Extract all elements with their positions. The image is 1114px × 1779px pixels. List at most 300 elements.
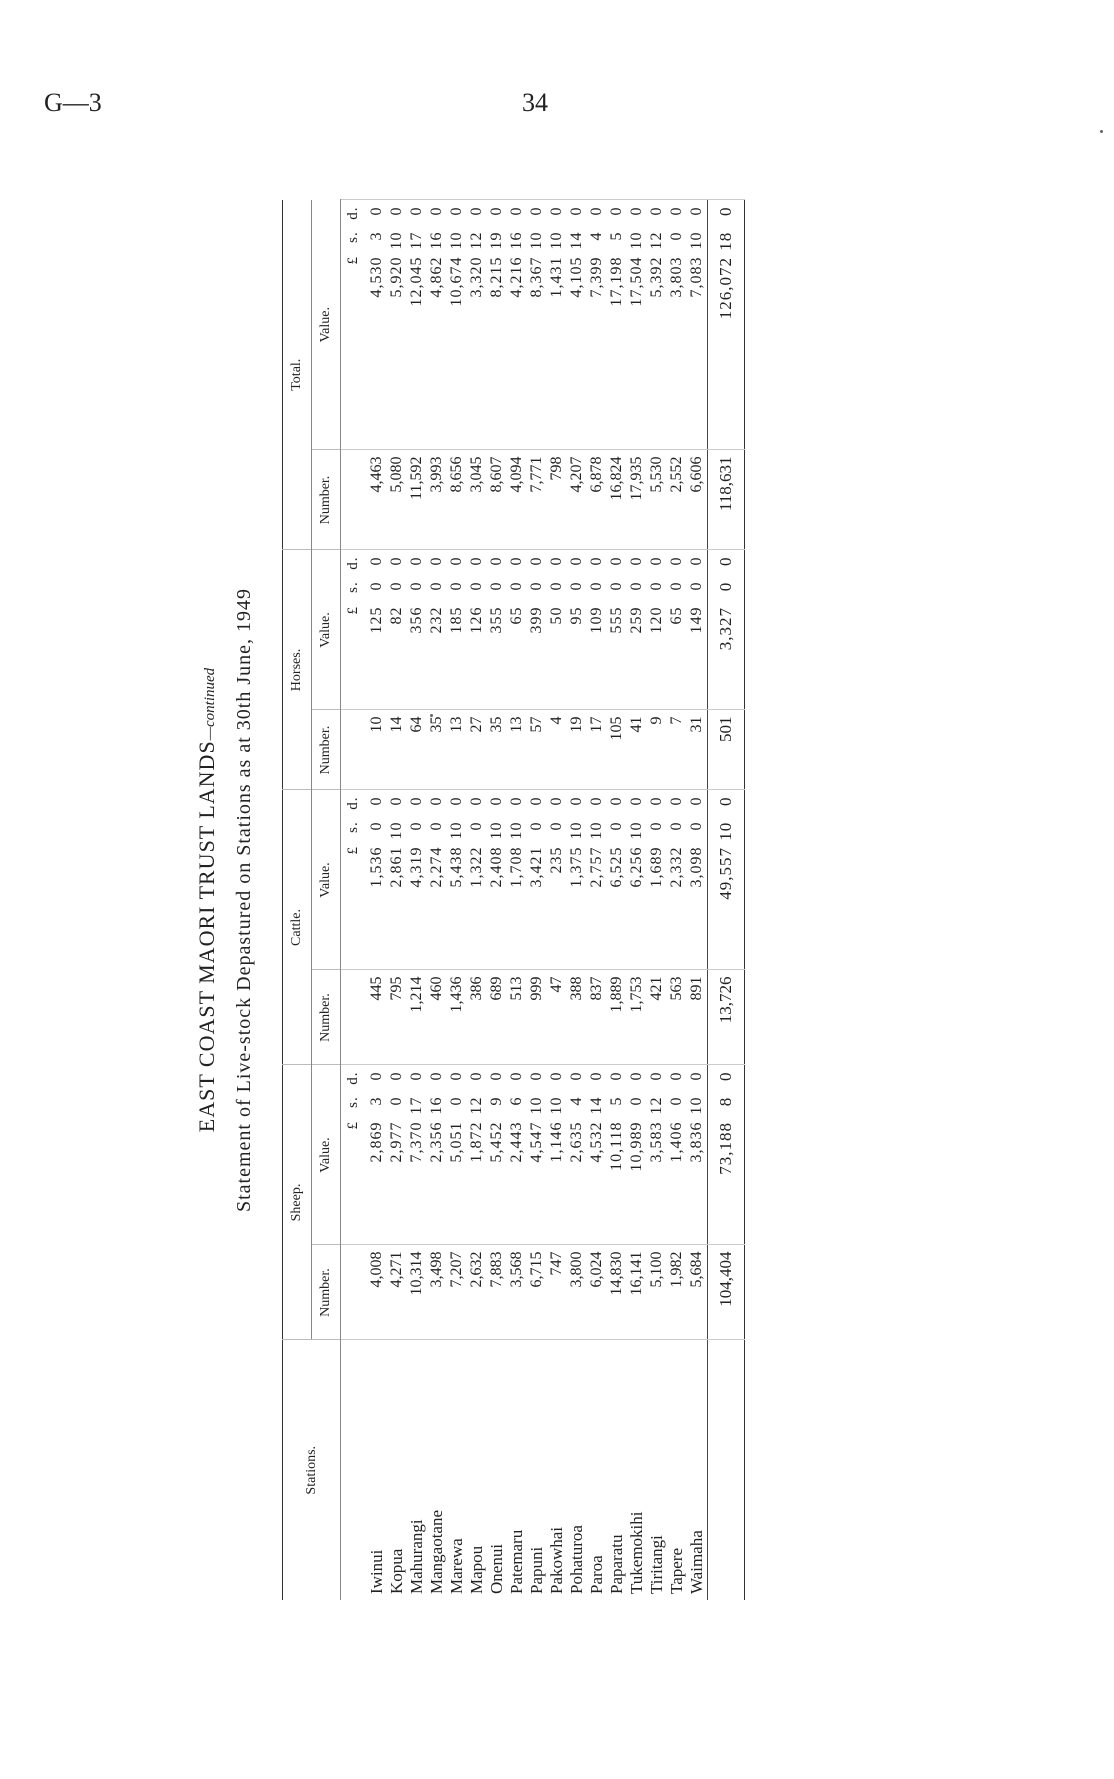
sheep-value-shillings: 0 (668, 1096, 685, 1106)
table-row (387, 200, 407, 1600)
total-value (607, 200, 627, 450)
total-number: 4,463 (367, 450, 387, 550)
cattle-number: 689 (487, 970, 507, 1065)
total-value (567, 200, 587, 450)
livestock-table (282, 199, 745, 1600)
horses-number: 105 (607, 710, 627, 790)
station-name: Mahurangi (407, 1340, 427, 1600)
totals-horses-value-pence: 0 (716, 556, 735, 566)
total-number: 3,045 (467, 450, 487, 550)
totals-cattle-value (708, 790, 745, 970)
sheep-value (587, 1065, 607, 1245)
cattle-value-pence: 0 (568, 796, 585, 806)
table-row (407, 200, 427, 1600)
cattle-value-pence: 0 (648, 796, 665, 806)
total-number: 2,552 (667, 450, 687, 550)
total-value-pounds: 4,530 (368, 256, 385, 298)
totals-total-value-shillings: 18 (716, 231, 735, 251)
horses-value-shillings: 0 (608, 581, 625, 591)
horses-value-pounds: 555 (608, 606, 625, 634)
page-number: 34 (522, 88, 548, 117)
totals-sheep-value-pence: 0 (716, 1071, 735, 1081)
cattle-value-pounds: 2,274 (428, 846, 445, 888)
horses-value (387, 550, 407, 710)
horses-value-shillings: 0 (428, 581, 445, 591)
table-row (427, 200, 447, 1600)
cattle-value-pounds: 5,438 (448, 846, 465, 888)
cattle-value-shillings: 10 (448, 821, 465, 840)
horses-number: 14 (387, 710, 407, 790)
totals-sheep-value (708, 1065, 745, 1245)
unit-pence: d. (345, 206, 361, 220)
sheep-header: Sheep. (283, 1065, 312, 1340)
horses-value (607, 550, 627, 710)
horses-value-pounds: 126 (468, 606, 485, 634)
station-name: Tiritangi (647, 1340, 667, 1600)
cattle-number: 388 (567, 970, 587, 1065)
cattle-value (367, 790, 387, 970)
horses-number-header: Number. (312, 710, 341, 790)
sheep-value-shillings: 16 (428, 1096, 445, 1115)
horses-value-pence: 0 (608, 556, 625, 566)
horses-value-pence: 0 (488, 556, 505, 566)
statement-heading: Statement of Live-stock Depastured on Stations as at 30th June, 1949 (233, 588, 255, 1213)
total-number: 5,080 (387, 450, 407, 550)
horses-value-pounds: 109 (588, 606, 605, 634)
sheep-value-pence: 0 (528, 1071, 545, 1081)
cattle-value-pounds: 6,256 (628, 846, 645, 888)
sheep-value-pounds: 4,532 (588, 1121, 605, 1163)
horses-value-pence: 0 (528, 556, 545, 566)
horses-value-shillings: 0 (488, 581, 505, 591)
cattle-value-pounds: 2,332 (668, 846, 685, 888)
sheep-value (447, 1065, 467, 1245)
cattle-value-shillings: 0 (408, 821, 425, 831)
sheep-value (627, 1065, 647, 1245)
cattle-value-pounds: 1,322 (468, 846, 485, 888)
horses-number: 41 (627, 710, 647, 790)
total-value-shillings: 16 (428, 231, 445, 250)
total-number-header: Number. (312, 450, 341, 550)
total-value-pounds: 3,320 (468, 256, 485, 298)
horses-value-shillings: 0 (548, 581, 565, 591)
table-row (667, 200, 687, 1600)
horses-value (447, 550, 467, 710)
unit-pence: d. (345, 1071, 361, 1085)
table-row (447, 200, 467, 1600)
sheep-value-shillings: 10 (528, 1096, 545, 1115)
horses-value-pounds: 65 (508, 606, 525, 625)
total-value (507, 200, 527, 450)
table-row (647, 200, 667, 1600)
total-value (367, 200, 387, 450)
sheep-value (507, 1065, 527, 1245)
sheep-value-pounds: 2,869 (368, 1121, 385, 1163)
totals-label-cell (708, 1340, 745, 1600)
cattle-value-shillings: 0 (608, 821, 625, 831)
sheep-value (487, 1065, 507, 1245)
sheep-value-shillings: 6 (508, 1096, 525, 1106)
cattle-value-shillings: 10 (388, 821, 405, 840)
total-value-pounds: 7,399 (588, 256, 605, 298)
table-row (467, 200, 487, 1600)
cattle-value-pounds: 4,319 (408, 846, 425, 888)
sheep-value (467, 1065, 487, 1245)
cattle-number: 47 (547, 970, 567, 1065)
unit-pound: £ (345, 846, 361, 855)
cattle-value-shillings: 0 (528, 821, 545, 831)
cattle-value-pounds: 2,757 (588, 846, 605, 888)
total-value (547, 200, 567, 450)
sheep-number: 747 (547, 1245, 567, 1340)
total-number: 4,207 (567, 450, 587, 550)
cattle-value-pounds: 1,689 (648, 846, 665, 888)
total-value-shillings: 12 (468, 231, 485, 250)
total-value-shillings: 12 (648, 231, 665, 250)
sheep-value-pounds: 1,872 (468, 1121, 485, 1163)
sheep-value-pounds: 1,406 (668, 1121, 685, 1163)
total-value-pence: 0 (368, 206, 385, 216)
total-number: 4,094 (507, 450, 527, 550)
cattle-number: 1,436 (447, 970, 467, 1065)
unit-shillings: s. (345, 581, 361, 593)
horses-value-pounds: 65 (668, 606, 685, 625)
station-name: Pakowhai (547, 1340, 567, 1600)
stations-header: Stations. (283, 1340, 341, 1600)
sheep-value-pence: 0 (548, 1071, 565, 1081)
cattle-number: 1,889 (607, 970, 627, 1065)
cattle-header: Cattle. (283, 790, 312, 1065)
horses-value-header: Value. (312, 550, 341, 710)
horses-value-pence: 0 (668, 556, 685, 566)
sheep-value (527, 1065, 547, 1245)
horses-number: 4 (547, 710, 567, 790)
horses-value-pence: 0 (548, 556, 565, 566)
horses-number: 27 (467, 710, 487, 790)
cattle-value-pence: 0 (368, 796, 385, 806)
document-title (190, 200, 224, 1600)
total-value-shillings: 16 (508, 231, 525, 250)
unit-pound: £ (345, 255, 361, 265)
station-name: Waimaha (687, 1340, 708, 1600)
sheep-value-shillings: 12 (468, 1096, 485, 1115)
total-value-pence: 0 (688, 206, 705, 216)
horses-value-pence: 0 (508, 556, 525, 566)
total-value-pounds: 4,105 (568, 256, 585, 298)
horses-value-pence: 0 (448, 556, 465, 566)
totals-row (708, 200, 745, 1600)
sheep-value-shillings: 17 (408, 1096, 425, 1115)
total-value-pounds: 12,045 (408, 256, 425, 307)
horses-value-pounds: 232 (428, 606, 445, 634)
sheep-number: 5,684 (687, 1245, 708, 1340)
sheep-value-shillings: 0 (388, 1096, 405, 1106)
sheep-value-pounds: 5,452 (488, 1121, 505, 1163)
totals-total-value-pounds: 126,072 (716, 256, 735, 320)
sheep-value-pounds: 10,118 (608, 1121, 625, 1171)
sheep-value-pounds: 4,547 (528, 1121, 545, 1163)
horses-value-shillings: 0 (528, 581, 545, 591)
totals-horses-value-shillings: 0 (716, 581, 735, 592)
sheep-value-pounds: 3,836 (688, 1121, 705, 1163)
total-value (447, 200, 467, 450)
cattle-number: 999 (527, 970, 547, 1065)
horses-value-shillings: 0 (648, 581, 665, 591)
cattle-value-pounds: 1,536 (368, 846, 385, 888)
total-number: 6,878 (587, 450, 607, 550)
horses-value-pence: 0 (588, 556, 605, 566)
horses-value-shillings: 0 (688, 581, 705, 591)
sheep-value-shillings: 9 (488, 1096, 505, 1106)
totals-sheep-value-pounds: 73,188 (716, 1122, 735, 1175)
station-name: Patemaru (507, 1340, 527, 1600)
sheep-value-pence: 0 (408, 1071, 425, 1081)
cattle-value-pence: 0 (508, 796, 525, 806)
sheep-value-pounds: 3,583 (648, 1121, 665, 1163)
total-value (467, 200, 487, 450)
unit-shillings: s. (345, 821, 361, 833)
unit-row (341, 200, 368, 1600)
total-number: 6,606 (687, 450, 708, 550)
cattle-value (407, 790, 427, 970)
totals-horses-value-pounds: 3,327 (716, 606, 735, 651)
horses-value-pence: 0 (568, 556, 585, 566)
cattle-number: 460 (427, 970, 447, 1065)
total-value (427, 200, 447, 450)
horses-value (647, 550, 667, 710)
cattle-value-pence: 0 (628, 796, 645, 806)
cattle-number: 1,214 (407, 970, 427, 1065)
horses-value-shillings: 0 (468, 581, 485, 591)
total-value-pence: 0 (508, 206, 525, 216)
horses-value (587, 550, 607, 710)
total-value-pounds: 3,803 (668, 256, 685, 298)
horses-value (487, 550, 507, 710)
horses-value-pence: 0 (408, 556, 425, 566)
cattle-number: 795 (387, 970, 407, 1065)
cattle-value-header: Value. (312, 790, 341, 970)
page-reference: G—3 (44, 88, 102, 117)
sheep-number: 3,498 (427, 1245, 447, 1340)
horses-number: 64 (407, 710, 427, 790)
title-text: EAST COAST MAORI TRUST LANDS (194, 740, 219, 1133)
station-name: Tukemokihi (627, 1340, 647, 1600)
total-value (487, 200, 507, 450)
sheep-value-pounds: 2,635 (568, 1121, 585, 1163)
sheep-value-shillings: 4 (568, 1096, 585, 1106)
sheep-value (427, 1065, 447, 1245)
horses-value-shillings: 0 (628, 581, 645, 591)
horses-value-pence: 0 (368, 556, 385, 566)
total-value-pence: 0 (408, 206, 425, 216)
station-name: Tapere (667, 1340, 687, 1600)
cattle-value-pence: 0 (668, 796, 685, 806)
horses-value-pounds: 95 (568, 606, 585, 625)
sheep-value-pence: 0 (368, 1071, 385, 1081)
total-number: 798 (547, 450, 567, 550)
sheep-number: 7,207 (447, 1245, 467, 1340)
total-value-pence: 0 (628, 206, 645, 216)
horses-value-shillings: 0 (368, 581, 385, 591)
cattle-value (387, 790, 407, 970)
sheep-value-pence: 0 (568, 1071, 585, 1081)
cattle-value-shillings: 0 (668, 821, 685, 831)
cattle-value-pence: 0 (428, 796, 445, 806)
horses-value-shillings: 0 (508, 581, 525, 591)
cattle-value-shillings: 10 (508, 821, 525, 840)
totals-sheep-value-shillings: 8 (716, 1096, 735, 1107)
sheep-value-pounds: 7,370 (408, 1121, 425, 1163)
total-value-shillings: 10 (688, 231, 705, 250)
cattle-number: 513 (507, 970, 527, 1065)
cattle-number: 891 (687, 970, 708, 1065)
sheep-number: 1,982 (667, 1245, 687, 1340)
station-name: Onenui (487, 1340, 507, 1600)
station-name: Kopua (387, 1340, 407, 1600)
cattle-value (687, 790, 708, 970)
totals-total-value-pence: 0 (716, 206, 735, 216)
unit-shillings: s. (345, 1096, 361, 1108)
cattle-value-pounds: 1,708 (508, 846, 525, 888)
sheep-value-pounds: 5,051 (448, 1121, 465, 1163)
cattle-value-shillings: 10 (488, 821, 505, 840)
total-value-pence: 0 (448, 206, 465, 216)
cattle-value-shillings: 10 (588, 821, 605, 840)
totals-cattle-value-pounds: 49,557 (716, 847, 735, 900)
station-name: Marewa (447, 1340, 467, 1600)
sheep-value-shillings: 10 (688, 1096, 705, 1115)
table-row (607, 200, 627, 1600)
horses-value-pence: 0 (628, 556, 645, 566)
total-number: 7,771 (527, 450, 547, 550)
total-value (387, 200, 407, 450)
horses-value-pence: 0 (688, 556, 705, 566)
sheep-number: 16,141 (627, 1245, 647, 1340)
horses-value-pounds: 125 (368, 606, 385, 634)
horses-value-pounds: 50 (548, 606, 565, 625)
horses-value (367, 550, 387, 710)
horses-value (547, 550, 567, 710)
group-header-row (283, 200, 312, 1600)
cattle-value (487, 790, 507, 970)
horses-number: 9 (647, 710, 667, 790)
total-value-shillings: 5 (608, 231, 625, 241)
sheep-value-shillings: 0 (628, 1096, 645, 1106)
cattle-value-pence: 0 (388, 796, 405, 806)
horses-number: 13 (447, 710, 467, 790)
total-value-shillings: 10 (548, 231, 565, 250)
total-value-pence: 0 (488, 206, 505, 216)
horses-value (427, 550, 447, 710)
horses-header: Horses. (283, 550, 312, 790)
unit-pound: £ (345, 605, 361, 615)
sheep-value-pence: 0 (428, 1071, 445, 1081)
cattle-value-pounds: 2,408 (488, 846, 505, 888)
sheep-value-pence: 0 (628, 1071, 645, 1081)
total-value (527, 200, 547, 450)
cattle-value (447, 790, 467, 970)
cattle-number: 421 (647, 970, 667, 1065)
cattle-value-pence: 0 (548, 796, 565, 806)
sheep-value (607, 1065, 627, 1245)
total-header: Total. (283, 200, 312, 550)
cattle-value (587, 790, 607, 970)
cattle-number: 386 (467, 970, 487, 1065)
cattle-number: 1,753 (627, 970, 647, 1065)
total-value-shillings: 10 (528, 231, 545, 250)
total-value-shillings: 4 (588, 231, 605, 241)
total-number: 5,530 (647, 450, 667, 550)
table-row (547, 200, 567, 1600)
station-name: Paroa (587, 1340, 607, 1600)
station-name: Iwinui (367, 1340, 387, 1600)
cattle-number: 563 (667, 970, 687, 1065)
total-number: 3,993 (427, 450, 447, 550)
totals-cattle-value-shillings: 10 (716, 821, 735, 841)
sheep-value-pence: 0 (508, 1071, 525, 1081)
horses-value-pounds: 399 (528, 606, 545, 634)
cattle-value-shillings: 0 (688, 821, 705, 831)
sheep-number: 4,008 (367, 1245, 387, 1340)
cattle-value (647, 790, 667, 970)
cattle-value-pounds: 6,525 (608, 846, 625, 888)
total-value (687, 200, 708, 450)
sheep-value-pence: 0 (608, 1071, 625, 1081)
total-value-pounds: 4,862 (428, 256, 445, 298)
cattle-value-pence: 0 (448, 796, 465, 806)
horses-value-shillings: 0 (668, 581, 685, 591)
horses-value (507, 550, 527, 710)
horses-value (407, 550, 427, 710)
horses-value-pence: 0 (428, 556, 445, 566)
total-value-shillings: 10 (388, 231, 405, 250)
cattle-value-pence: 0 (468, 796, 485, 806)
totals-horses-number: 501 (708, 710, 745, 790)
total-value (587, 200, 607, 450)
sheep-number-header: Number. (312, 1245, 341, 1340)
horses-value (527, 550, 547, 710)
sheep-number: 5,100 (647, 1245, 667, 1340)
table-row (687, 200, 708, 1600)
sheep-value-pounds: 1,146 (548, 1121, 565, 1163)
horses-value-pence: 0 (648, 556, 665, 566)
cattle-number: 837 (587, 970, 607, 1065)
horses-value-pounds: 355 (488, 606, 505, 634)
sheep-number: 14,830 (607, 1245, 627, 1340)
cattle-value (547, 790, 567, 970)
total-value-pounds: 10,674 (448, 256, 465, 307)
station-name: Papuni (527, 1340, 547, 1600)
cattle-value (507, 790, 527, 970)
horses-number: 35 (487, 710, 507, 790)
table-row (367, 200, 387, 1600)
table-row (587, 200, 607, 1600)
horses-number: 7 (667, 710, 687, 790)
sheep-value-shillings: 0 (448, 1096, 465, 1106)
table-row (567, 200, 587, 1600)
horses-value-shillings: 0 (588, 581, 605, 591)
total-value-shillings: 14 (568, 231, 585, 250)
sheep-number: 6,715 (527, 1245, 547, 1340)
total-value-pounds: 17,198 (608, 256, 625, 307)
table-row (527, 200, 547, 1600)
cattle-number-header: Number. (312, 970, 341, 1065)
cattle-value-pence: 0 (488, 796, 505, 806)
total-value-pounds: 7,083 (688, 256, 705, 298)
sheep-number: 7,883 (487, 1245, 507, 1340)
horses-value-shillings: 0 (448, 581, 465, 591)
totals-total-number: 118,631 (708, 450, 745, 550)
